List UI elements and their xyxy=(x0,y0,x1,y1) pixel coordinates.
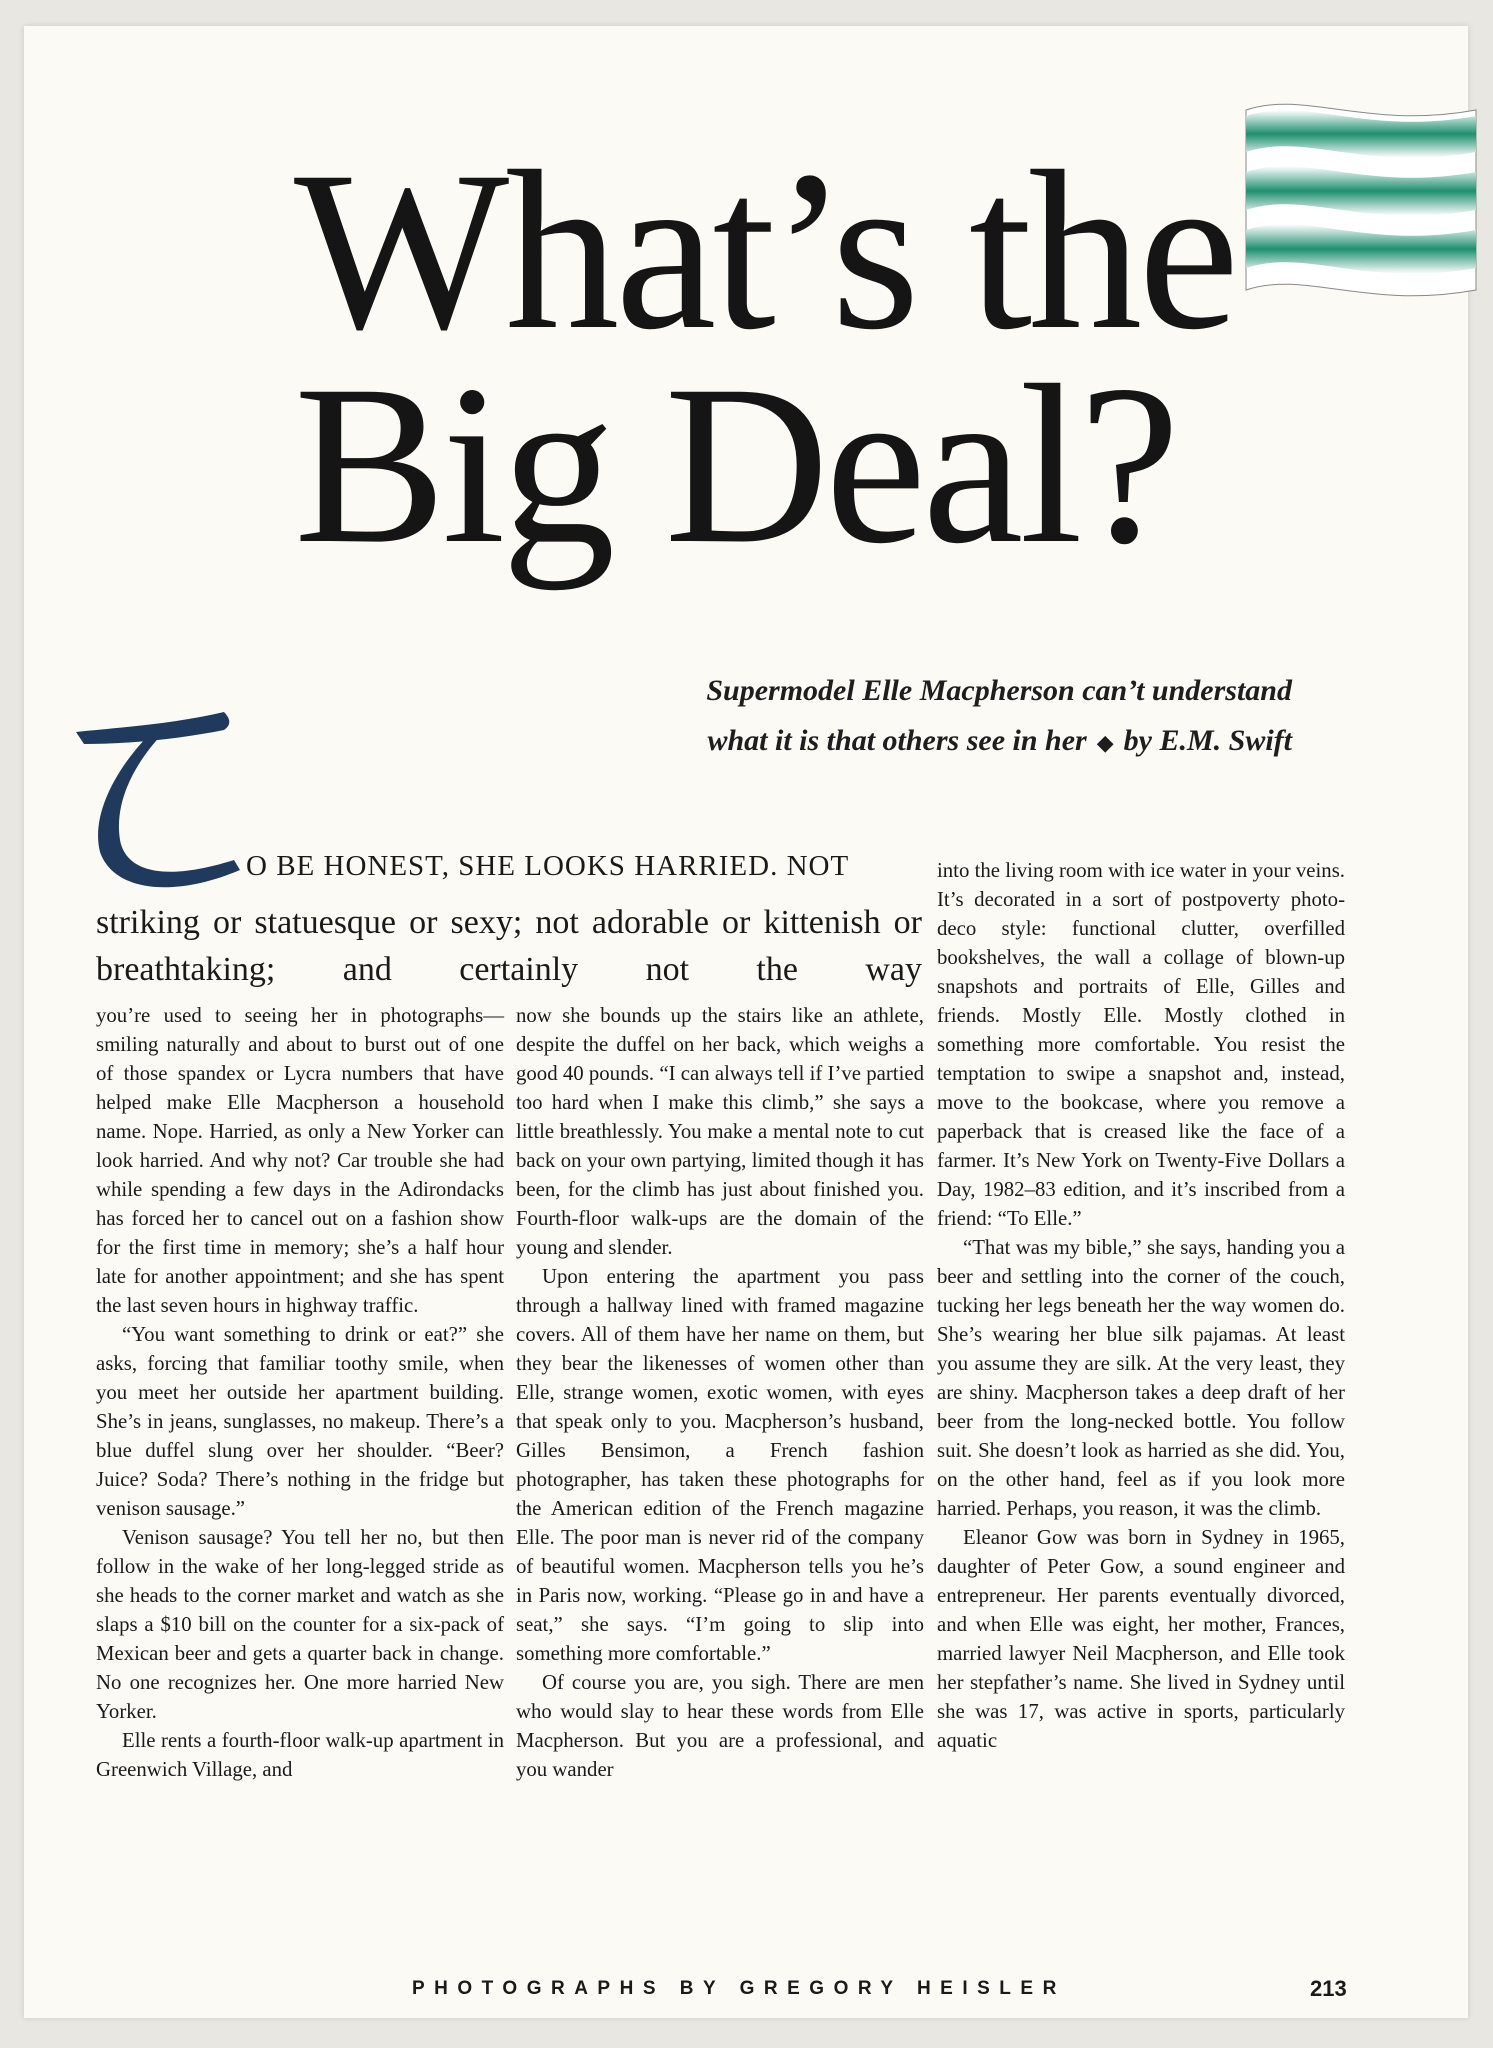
body-column-3 xyxy=(937,856,1345,1755)
paragraph: Of course you are, you sigh. There are men who would slay to hear these words from Elle Macpherson. But you are a professional, and you wander xyxy=(516,1671,924,1781)
page-number: 213 xyxy=(1310,1976,1347,2001)
body-column-2 xyxy=(516,1001,924,1784)
body-column-1 xyxy=(96,1001,504,1784)
dek-line-2: what it is that others see in her xyxy=(707,724,1087,757)
dek-line-1: Supermodel Elle Macpherson can’t understand xyxy=(706,674,1292,707)
lead-text: striking or statuesque or sexy; not adorable or kittenish or breathtaking; and certainly not the way xyxy=(96,904,922,988)
title-line-2: Big Deal? xyxy=(294,339,1177,591)
wavy-striped-flag-icon xyxy=(1236,90,1484,310)
paragraph: “That was my bible,” she says, handing you a beer and settling into the corner of the couch, tucking her legs beneath her the way women do. She’s wearing her blue silk pajamas. At least you assume they are silk. At the very least, they are shiny. Macpherson takes a deep draft of her beer from the long-necked bottle. You follow suit. She doesn’t look as harried as she did. You, on the other hand, feel as if you look more harried. Perhaps, you reason, it was the climb. xyxy=(937,1236,1345,1520)
byline: by E.M. Swift xyxy=(1123,724,1292,757)
paragraph: into the living room with ice water in your veins. It’s decorated in a sort of postpoverty photo-deco style: functional clutter, overfilled bookshelves, the wall a collage of blown-up snapshots and portraits of Elle, Gilles and friends. Mostly Elle. Mostly clothed in something more comfortable. You resist the temptation to swipe a snapshot and, instead, move to the bookcase, where you remove a paperback that is creased like the face of a farmer. It’s New York on Twenty-Five Dollars a Day, 1982–83 edition, and it’s inscribed from a friend: “To Elle.” xyxy=(937,859,1345,1230)
photo-credit: PHOTOGRAPHS BY GREGORY HEISLER xyxy=(412,1978,1066,1999)
paragraph: Elle rents a fourth-floor walk-up apartment in Greenwich Village, and xyxy=(96,1729,504,1781)
paragraph: you’re used to seeing her in photographs—smiling naturally and about to burst out of one of those spandex or Lycra numbers that have helped make Elle Macpherson a household name. Nope. Harried, as only a New Yorker can look harried. And why not? Car trouble she had while spending a few days in the Adirondacks has forced her to cancel out on a fashion show for the first time in memory; she’s a half hour late for another appointment; and she has spent the last seven hours in highway traffic. xyxy=(96,1004,504,1317)
title-line-1: What’s the xyxy=(294,125,1236,377)
magazine-page xyxy=(24,26,1468,2018)
paragraph: “You want something to drink or eat?” she asks, forcing that familiar toothy smile, when you meet her outside her apartment building. She’s in jeans, sunglasses, no makeup. There’s a blue duffel slung over her shoulder. “Beer? Juice? Soda? There’s nothing in the fridge but venison sausage.” xyxy=(96,1323,504,1520)
article-title xyxy=(294,125,1236,591)
paragraph: Eleanor Gow was born in Sydney in 1965, daughter of Peter Gow, a sound engineer and entrepreneur. Her parents eventually divorced, and when Elle was eight, her mother, Frances, married lawyer Neil Macpherson, and Elle took her stepfather’s name. She lived in Sydney until she was 17, was active in sports, particularly aquatic xyxy=(937,1526,1345,1752)
lead-caps: O BE HONEST, SHE LOOKS HARRIED. NOT xyxy=(246,850,850,882)
paragraph: now she bounds up the stairs like an athlete, despite the duffel on her back, which weighs a good 40 pounds. “I can always tell if I’ve partied too hard when I make this climb,” she says a little breathlessly. You make a mental note to cut back on your own partying, limited though it has been, for the climb has just about finished you. Fourth-floor walk-ups are the domain of the young and slender. xyxy=(516,1004,924,1259)
paragraph: Upon entering the apartment you pass through a hallway lined with framed magazine covers. All of them have her name on them, but they bear the likenesses of women other than Elle, strange women, exotic women, with eyes that speak only to you. Macpherson’s husband, Gilles Bensimon, a French fashion photographer, has taken these photographs for the American edition of the French magazine Elle. The poor man is never rid of the company of beautiful women. Macpherson tells you he’s in Paris now, working. “Please go in and have a seat,” she says. “I’m going to slip into something more comfortable.” xyxy=(516,1265,924,1665)
diamond-icon: ◆ xyxy=(1096,730,1114,755)
article-dek xyxy=(706,666,1292,768)
brush-letter-t-icon xyxy=(64,702,264,902)
paragraph: Venison sausage? You tell her no, but then follow in the wake of her long-legged stride as she heads to the corner market and watch as she slaps a $10 bill on the counter for a six-pack of Mexican beer and gets a quarter back in change. No one recognizes her. One more harried New Yorker. xyxy=(96,1526,504,1723)
